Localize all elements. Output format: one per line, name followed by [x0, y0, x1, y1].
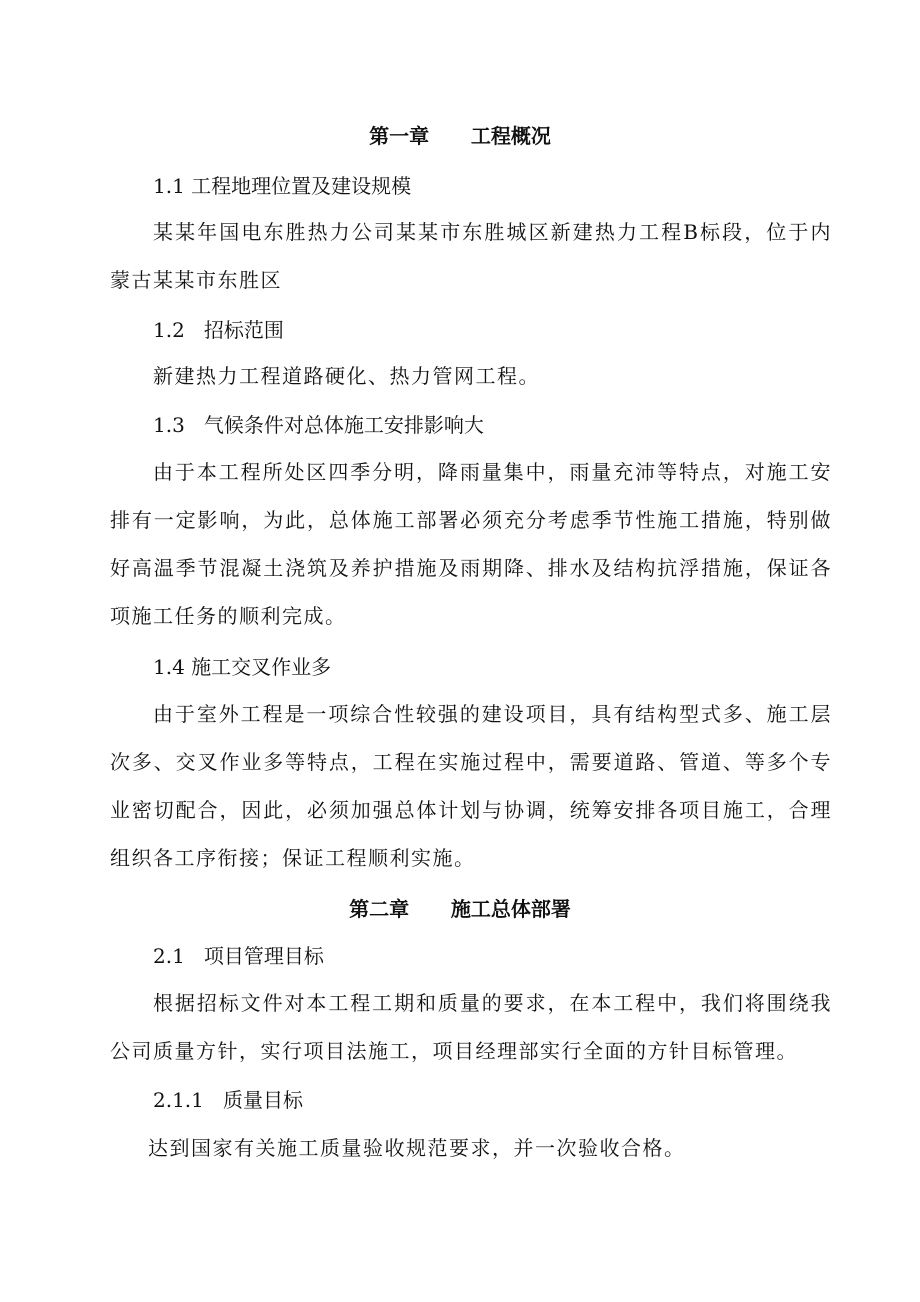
section-1-4-text: 由于室外工程是一项综合性较强的建设项目，具有结构型式多、施工层次多、交叉作业多等特点，工程在实施过程中，需要道路、管道、等多个专业密切配合，因此，必须加强总体计划与协调，统筹安排各项目施工，合理组织各工序衔接；保证工程顺利实施。: [110, 702, 832, 870]
chapter-2-title: 第二章 施工总体部署: [349, 897, 571, 921]
chapter-1-title: 第一章 工程概况: [369, 124, 551, 148]
section-1-3-heading: 1.3 气候条件对总体施工安排影响大: [153, 413, 484, 437]
section-1-2-heading: 1.2 招标范围: [153, 318, 284, 342]
section-1-4-heading: 1.4 施工交叉作业多: [153, 655, 332, 679]
section-2-1-text: 根据招标文件对本工程工期和质量的要求，在本工程中，我们将围绕我公司质量方针，实行项目法施工，项目经理部实行全面的方针目标管理。: [110, 991, 832, 1063]
section-1-2-text: 新建热力工程道路硬化、热力管网工程。: [153, 364, 540, 388]
section-1-1-heading: 1.1 工程地理位置及建设规模: [153, 174, 412, 198]
section-1-3-text: 由于本工程所处区四季分明，降雨量集中，雨量充沛等特点，对施工安排有一定影响，为此，总体施工部署必须充分考虑季节性施工措施，特别做好高温季节混凝土浇筑及养护措施及雨期降、排水及结构抗浮措施，保证各项施工任务的顺利完成。: [110, 460, 832, 628]
section-2-1-heading: 2.1 项目管理目标: [153, 944, 324, 968]
section-2-1-1-text: 达到国家有关施工质量验收规范要求，并一次验收合格。: [148, 1136, 686, 1160]
section-1-1-text: 某某年国电东胜热力公司某某市东胜城区新建热力工程B标段，位于内蒙古某某市东胜区: [110, 220, 832, 292]
section-2-1-1-heading: 2.1.1 质量目标: [153, 1088, 303, 1112]
